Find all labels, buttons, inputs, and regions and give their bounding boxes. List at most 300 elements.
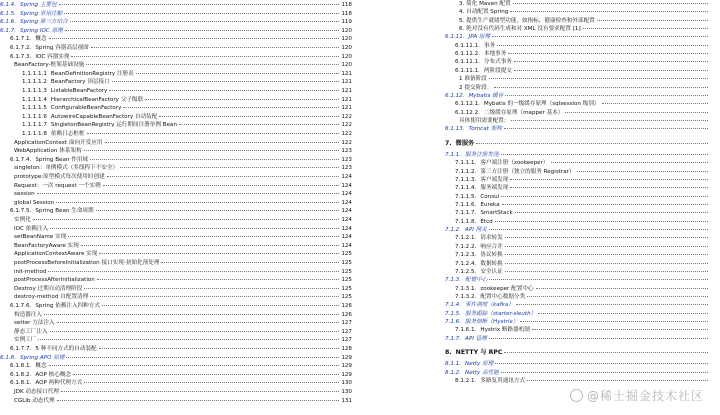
toc-entry-page: 126: [341, 303, 352, 309]
toc-entry-number: 6.1.12.1.: [455, 101, 480, 108]
toc-entry-number: 1.1.1.1.2: [22, 79, 47, 86]
toc-entry-title: setter 方法注入: [14, 320, 55, 327]
toc-leader-dots: [57, 321, 340, 323]
toc-entry-title: 3. 简化 Maven 配置: [459, 1, 511, 7]
toc-leader-dots: [105, 141, 340, 143]
toc-entry-page: 120: [341, 36, 352, 43]
toc-leader-dots: [102, 304, 339, 306]
toc-entry-number: 6.1.7.5.: [10, 208, 32, 215]
toc-leader-dots: [112, 80, 340, 82]
toc-leader-dots: [489, 77, 708, 79]
toc-leader-dots: [97, 278, 339, 280]
toc-entry-page: 125: [341, 294, 352, 301]
toc-entry-title: postProcessAfterInitialization: [14, 277, 95, 284]
toc-entry-number: 7.1.5.: [445, 310, 462, 317]
toc-leader-dots: [81, 244, 339, 246]
toc-entry[interactable]: [14, 312, 352, 319]
toc-leader-dots: [107, 175, 340, 177]
toc-entry-number: 6.1.7.3.: [10, 53, 32, 60]
toc-entry[interactable]: [0, 19, 352, 26]
toc-entry[interactable]: [445, 277, 710, 284]
toc-entry[interactable]: [14, 226, 352, 233]
toc-entry[interactable]: [445, 93, 710, 100]
toc-entry[interactable]: [445, 227, 710, 234]
toc-entry[interactable]: [10, 303, 352, 310]
toc-leader-dots: [583, 27, 708, 29]
toc-entry-title: 依赖日志框框: [50, 131, 85, 137]
toc-entry-title: 多路复用通讯方式: [480, 378, 526, 385]
toc-entry[interactable]: [0, 28, 352, 35]
toc-entry-page: 120: [341, 62, 352, 69]
toc-entry-title: WebApplication 体系架构: [14, 148, 82, 155]
toc-leader-dots: [505, 253, 708, 255]
toc-entry-title: SmartStack: [480, 210, 513, 217]
toc-entry-page: 127: [341, 337, 352, 344]
toc-entry-title: ListableBeanFactory: [50, 88, 108, 94]
toc-leader-dots: [91, 46, 340, 48]
toc-leader-dots: [68, 235, 339, 237]
toc-entry-page: 124: [341, 174, 352, 180]
toc-entry-title: BeanDefinitionRegistry 注册表: [50, 70, 134, 77]
toc-entry-page: 125: [341, 251, 352, 258]
toc-entry-number: 7.1.1.7.: [455, 210, 477, 217]
toc-entry[interactable]: [459, 76, 710, 83]
toc-entry-page: 131: [341, 397, 352, 404]
toc-entry[interactable]: [455, 327, 710, 334]
toc-entry[interactable]: [14, 165, 352, 172]
toc-entry[interactable]: [459, 118, 710, 125]
toc-leader-dots: [64, 12, 339, 14]
toc-leader-dots: [577, 170, 708, 172]
toc-entry[interactable]: [0, 355, 352, 362]
toc-entry-title: Spring Bean 生命周期: [35, 208, 94, 215]
toc-entry[interactable]: [14, 183, 352, 190]
toc-entry[interactable]: [14, 191, 352, 198]
toc-entry-number: 6.1.13.: [445, 126, 465, 133]
toc-leader-dots: [33, 218, 340, 220]
toc-entry-number: 1.1.1.1.5: [22, 105, 47, 112]
toc-leader-dots: [71, 55, 339, 57]
toc-entry[interactable]: [445, 319, 710, 326]
toc-leader-dots: [90, 158, 339, 160]
toc-entry-number: 7.1.2.1.: [455, 235, 477, 242]
toc-leader-dots: [508, 52, 708, 54]
toc-entry[interactable]: [459, 26, 710, 33]
toc-entry-number: 6.1.5.: [0, 10, 17, 17]
toc-entry[interactable]: [455, 43, 710, 50]
toc-entry-number: 7.1.6.1.: [455, 327, 477, 334]
toc-entry-page: 123: [341, 165, 352, 172]
toc-entry[interactable]: [10, 54, 352, 61]
toc-entry-title: destroy-method 自配置清理: [14, 294, 89, 301]
toc-entry-title: setBeanName 实现: [14, 234, 67, 241]
toc-leader-dots: [505, 270, 708, 272]
toc-leader-dots: [59, 3, 340, 5]
toc-entry-number: 6.1.4.: [0, 2, 17, 8]
toc-entry[interactable]: [14, 140, 352, 147]
toc-entry[interactable]: [455, 160, 710, 167]
toc-entry-title: Spring 常用注解: [20, 10, 63, 17]
toc-leader-dots: [505, 236, 708, 238]
toc-entry[interactable]: [22, 71, 352, 78]
toc-entry-title: global Session: [14, 199, 55, 206]
toc-entry-number: 7.1.1.: [445, 151, 462, 158]
toc-entry[interactable]: [0, 2, 352, 9]
toc-entry-title: 配置中心数据分类: [480, 293, 526, 300]
toc-entry[interactable]: [14, 320, 352, 327]
toc-entry-title: Request：一次 request 一个实例: [14, 182, 101, 189]
toc-entry-title: Netty 原理: [465, 361, 494, 368]
toc-entry[interactable]: [445, 311, 710, 318]
toc-entry-page: 125: [341, 260, 352, 266]
toc-entry-page: 125: [341, 268, 352, 275]
toc-leader-dots: [136, 72, 340, 74]
toc-entry-page: 124: [341, 225, 352, 232]
toc-leader-dots: [50, 227, 339, 229]
toc-entry[interactable]: [22, 131, 352, 138]
toc-entry-title: 响应合并: [480, 243, 503, 250]
toc-entry-title: 协议转换: [480, 252, 503, 259]
toc-entry-title: BeanFactory-框架基础设施: [14, 62, 85, 69]
toc-entry-title: API 管理: [465, 335, 487, 342]
toc-entry[interactable]: [445, 361, 710, 368]
toc-entry-title: CGLib 动态代理: [14, 397, 55, 404]
toc-entry-title: Destroy 过期自动清理阶段: [14, 285, 83, 292]
toc-leader-dots: [57, 399, 340, 401]
toc-entry-number: 6.1.8.: [0, 354, 17, 361]
toc-leader-dots: [514, 60, 708, 62]
toc-entry[interactable]: [455, 378, 710, 385]
toc-entry-number: 6.1.8.1.: [10, 363, 32, 370]
toc-entry-number: 1.1.1.1.4: [22, 96, 47, 103]
toc-leader-dots: [96, 209, 340, 211]
toc-entry[interactable]: [22, 122, 352, 129]
toc-leader-dots: [476, 142, 708, 144]
toc-leader-dots: [495, 362, 708, 364]
toc-entry[interactable]: [14, 398, 352, 405]
toc-entry-number: 6.1.8.1.: [10, 380, 32, 387]
toc-leader-dots: [65, 29, 340, 31]
toc-entry-title: ApplicationContext 面向开发应用: [14, 139, 103, 146]
toc-leader-dots: [501, 371, 708, 373]
toc-entry-number: 8.: [445, 349, 452, 356]
toc-leader-dots: [70, 20, 339, 22]
toc-leader-dots: [123, 106, 339, 108]
toc-entry-page: 120: [341, 53, 352, 60]
toc-entry-title: Spring 容器高层视图: [35, 45, 89, 51]
toc-entry-title: ApplicationContextAware 实现: [14, 251, 98, 258]
toc-leader-dots: [489, 228, 708, 230]
toc-entry-title: 服务熔断（Hystrix）: [465, 318, 519, 325]
toc-leader-dots: [602, 102, 708, 104]
toc-entry-title: Eureka: [480, 202, 500, 209]
toc-entry-title: Consul: [480, 193, 500, 200]
toc-entry[interactable]: [10, 380, 352, 387]
toc-entry-page: 120: [341, 45, 352, 51]
toc-entry[interactable]: [455, 252, 710, 259]
toc-entry-title: NETTY 与 RPC: [455, 349, 503, 356]
toc-entry-page: 124: [341, 242, 352, 249]
toc-entry[interactable]: [455, 219, 710, 226]
toc-entry-title: 实例工厂: [14, 337, 37, 344]
toc-entry[interactable]: [22, 97, 352, 104]
watermark: [570, 386, 704, 404]
toc-entry[interactable]: [22, 105, 352, 112]
toc-entry-number: 6.1.12.2.: [455, 109, 480, 116]
toc-entry[interactable]: [455, 194, 710, 201]
toc-entry-title: ConfigurableBeanFactory: [50, 105, 122, 112]
toc-entry-number: 7.1.1.2.: [455, 168, 477, 175]
toc-entry-title: JDK 动态接口代理: [14, 389, 59, 395]
toc-entry-number: 7.1.7.: [445, 335, 462, 342]
toc-entry-title: 客户端注册（zookeeper）: [480, 160, 549, 167]
toc-entry[interactable]: [455, 177, 710, 184]
toc-entry[interactable]: [455, 210, 710, 217]
toc-leader-dots: [505, 94, 708, 96]
toc-entry-title: 安全认证: [480, 268, 503, 275]
toc-entry[interactable]: [455, 110, 710, 117]
toc-entry[interactable]: [14, 234, 352, 241]
toc-entry[interactable]: [10, 363, 352, 370]
toc-leader-dots: [103, 184, 340, 186]
toc-leader-dots: [495, 220, 708, 222]
toc-entry[interactable]: [10, 45, 352, 52]
toc-entry-page: 122: [341, 113, 352, 120]
toc-entry-page: 130: [341, 389, 352, 395]
toc-entry-page: 127: [341, 320, 352, 327]
toc-leader-dots: [511, 119, 708, 121]
toc-entry-page: 122: [341, 131, 352, 137]
toc-entry-title: 服务端发现: [480, 185, 509, 192]
toc-entry[interactable]: [459, 85, 710, 92]
toc-entry-title: 请求转发: [480, 235, 503, 242]
toc-entry-title: 客户端发现: [480, 177, 509, 183]
toc-entry-page: 123: [341, 156, 352, 163]
toc-entry[interactable]: [14, 200, 352, 207]
toc-entry-page: 124: [341, 191, 352, 198]
toc-leader-dots: [161, 261, 339, 263]
toc-entry[interactable]: [14, 260, 352, 267]
toc-entry-number: 7.1.3.: [445, 277, 462, 284]
toc-entry[interactable]: [455, 51, 710, 58]
toc-entry[interactable]: [455, 59, 710, 66]
toc-entry-number: 7.1.1.1.: [455, 160, 477, 167]
toc-entry-title: 2 提交阶段：: [459, 84, 493, 91]
toc-entry-title: 分布式事务: [483, 59, 512, 66]
toc-entry-page: 121: [341, 105, 352, 112]
toc-leader-dots: [90, 295, 339, 297]
toc-entry-page: 124: [341, 234, 352, 241]
toc-entry[interactable]: [455, 202, 710, 209]
toc-entry[interactable]: [455, 286, 710, 293]
toc-leader-dots: [514, 69, 708, 71]
toc-entry[interactable]: [445, 141, 710, 148]
toc-entry-title: singleton：单例模式（多线程下不安全）: [14, 165, 119, 172]
toc-entry-number: 7.1.3.1.: [455, 285, 477, 292]
toc-entry-page: 119: [341, 19, 352, 26]
toc-entry-title: Spring Bean 作用域: [35, 156, 89, 163]
toc-entry[interactable]: [14, 294, 352, 301]
toc-entry-number: 6.1.7.: [0, 27, 17, 34]
toc-entry[interactable]: [14, 243, 352, 250]
toc-entry-title: 微服务: [455, 139, 475, 147]
toc-entry[interactable]: [22, 79, 352, 86]
toc-entry[interactable]: [445, 336, 710, 343]
toc-entry[interactable]: [22, 114, 352, 121]
toc-entry-title: 事件调度（kafka）: [465, 302, 514, 309]
toc-entry[interactable]: [455, 68, 710, 75]
toc-entry-number: 8.1.2.: [445, 369, 462, 376]
toc-entry-title: Spring IOC 原理: [20, 27, 63, 34]
toc-entry-number: 7.1.1.6.: [455, 202, 477, 209]
toc-entry[interactable]: [455, 269, 710, 276]
toc-entry-title: Spring 依赖注入四种方式: [35, 303, 100, 309]
toc-entry-title: session: [14, 191, 35, 198]
toc-entry-title: Spring 第三方结合: [20, 19, 68, 26]
toc-entry-title: 5 种不同方式的自动装配: [35, 346, 97, 352]
toc-entry[interactable]: [14, 217, 352, 224]
toc-entry-title: 6. 绝对没有代码生成和对 XML 没有要求配置 [1]: [459, 26, 581, 33]
toc-entry-page: 126: [341, 311, 352, 318]
toc-entry[interactable]: [14, 251, 352, 258]
toc-leader-dots: [513, 2, 708, 4]
toc-leader-dots: [56, 201, 339, 203]
toc-entry[interactable]: [459, 1, 710, 8]
toc-entry[interactable]: [445, 302, 710, 309]
toc-entry[interactable]: [14, 389, 352, 396]
toc-entry-title: 服务跟踪（starter-sleuth）: [465, 310, 537, 317]
toc-entry[interactable]: [10, 346, 352, 353]
toc-entry[interactable]: [445, 350, 710, 357]
toc-entry[interactable]: [14, 286, 352, 293]
toc-entry[interactable]: [455, 101, 710, 108]
toc-entry-title: IOC 依赖注入: [14, 225, 49, 232]
toc-entry-title: AOP 核心概念: [35, 371, 72, 378]
toc-entry-number: 7.1.1.8.: [455, 218, 477, 225]
toc-leader-dots: [501, 195, 708, 197]
toc-entry[interactable]: [445, 34, 710, 41]
toc-entry-number: 6.1.11.1.: [455, 42, 480, 49]
toc-entry-title: BeanFactoryAware 实现: [14, 242, 79, 249]
toc-entry[interactable]: [22, 88, 352, 95]
toc-entry-page: 118: [341, 2, 352, 8]
toc-entry-number: 7.1.2.: [445, 227, 462, 234]
toc-entry[interactable]: [455, 235, 710, 242]
toc-entry-page: 123: [341, 148, 352, 155]
toc-leader-dots: [505, 262, 708, 264]
toc-leader-dots: [99, 252, 339, 254]
toc-entry-number: 6.1.11.1.: [455, 59, 480, 66]
toc-leader-dots: [565, 111, 708, 113]
toc-entry-number: 7.1.2.4.: [455, 260, 477, 267]
toc-entry-title: 概念: [35, 363, 47, 370]
watermark-text: @稀土掘金技术社区: [587, 388, 705, 403]
toc-leader-dots: [510, 186, 708, 188]
toc-entry-title: JPA 原理: [468, 34, 491, 41]
toc-entry-title: BeanFactory 顶层接口: [50, 79, 110, 86]
toc-leader-dots: [489, 337, 708, 339]
toc-entry[interactable]: [459, 9, 710, 16]
toc-entry[interactable]: [14, 277, 352, 284]
toc-entry-page: 129: [341, 354, 352, 361]
toc-entry[interactable]: [455, 185, 710, 192]
toc-entry[interactable]: [10, 208, 352, 215]
toc-entry[interactable]: [445, 152, 710, 159]
toc-entry-page: 121: [341, 96, 352, 103]
toc-entry[interactable]: [14, 329, 352, 336]
toc-entry-number: 7.1.3.2.: [455, 293, 477, 300]
toc-entry-number: 6.1.11.: [445, 34, 465, 41]
toc-entry[interactable]: [14, 269, 352, 276]
toc-entry[interactable]: [455, 294, 710, 301]
toc-entry-title: zookeeper 配置中心: [480, 285, 534, 292]
toc-entry-title: API 网关: [465, 227, 487, 234]
toc-entry-page: 125: [341, 277, 352, 284]
toc-entry-title: 静态工厂注入: [14, 328, 48, 335]
toc-leader-dots: [510, 178, 708, 180]
toc-entry[interactable]: [455, 244, 710, 251]
toc-entry[interactable]: [10, 157, 352, 164]
toc-entry-page: 122: [341, 139, 352, 146]
toc-leader-dots: [504, 351, 708, 353]
toc-entry-number: 7.1.1.3.: [455, 177, 477, 183]
toc-entry-title: Netty 高性能: [465, 369, 499, 376]
toc-entry-title: 构造器注入: [14, 311, 42, 318]
toc-entry-title: Mybatis 缓存: [468, 92, 504, 99]
toc-leader-dots: [527, 295, 708, 297]
toc-entry-title: IOC 容器实现: [35, 53, 70, 60]
toc-leader-dots: [597, 19, 708, 21]
toc-entry-number: 6.1.7.1.: [10, 36, 32, 43]
toc-entry[interactable]: [14, 62, 352, 69]
toc-entry[interactable]: [14, 337, 352, 344]
toc-entry[interactable]: [455, 261, 710, 268]
toc-entry[interactable]: [10, 372, 352, 379]
toc-entry-title: 本地事务: [483, 51, 507, 58]
toc-entry-title: Spring 主要包: [20, 2, 57, 8]
toc-leader-dots: [532, 328, 708, 330]
toc-entry[interactable]: [459, 18, 710, 25]
toc-entry[interactable]: [14, 148, 352, 155]
toc-entry-page: 122: [341, 122, 352, 129]
toc-entry[interactable]: [445, 126, 710, 133]
toc-entry-title: 第三方注册（独立的服务 Registrar）: [480, 168, 575, 175]
toc-leader-dots: [516, 303, 708, 305]
toc-entry-number: 7.1.1.5.: [455, 193, 477, 200]
toc-leader-dots: [497, 44, 708, 46]
toc-entry[interactable]: [14, 174, 352, 181]
toc-entry[interactable]: [455, 169, 710, 176]
toc-leader-dots: [502, 203, 708, 205]
toc-entry-number: 6.1.7.2.: [10, 45, 32, 51]
toc-leader-dots: [536, 287, 708, 289]
toc-entry-number: 7.1.2.3.: [455, 252, 477, 259]
toc-leader-dots: [551, 161, 708, 163]
toc-leader-dots: [84, 149, 340, 151]
toc-entry-title: 5. 提供生产就绪型功能，如指标，健康检查和外部配置: [459, 17, 595, 24]
toc-entry[interactable]: [0, 11, 352, 18]
toc-entry-page: 127: [341, 328, 352, 335]
toc-entry[interactable]: [445, 370, 710, 377]
toc-leader-dots: [99, 347, 340, 349]
toc-leader-dots: [494, 86, 708, 88]
toc-entry[interactable]: [10, 36, 352, 43]
toc-entry-number: 1.1.1.1.8: [22, 131, 47, 137]
toc-entry-number: 7.1.2.5.: [455, 268, 477, 275]
toc-entry-page: 129: [341, 371, 352, 378]
toc-entry-title: HierarchicalBeanFactory 父子级联: [50, 96, 144, 103]
toc-leader-dots: [84, 381, 339, 383]
